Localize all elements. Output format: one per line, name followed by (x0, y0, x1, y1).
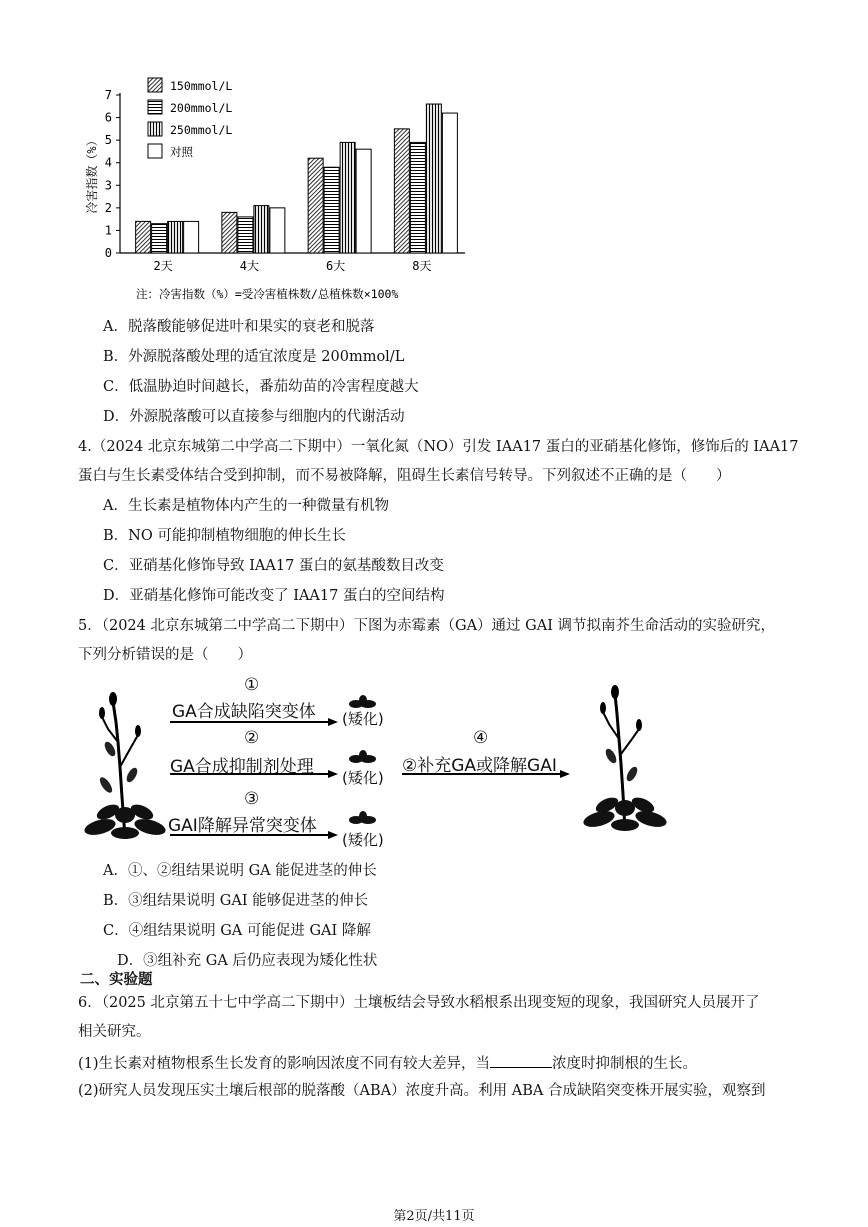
bar-3-4 (426, 104, 441, 253)
y-axis-label: 冷害指数（%） (85, 134, 99, 214)
y-tick-label: 3 (104, 178, 112, 193)
legend-swatch-1 (148, 78, 162, 92)
y-tick-label: 5 (104, 133, 112, 148)
dwarf-plant-2-image (348, 749, 378, 767)
legend-swatch-2 (148, 100, 162, 114)
q3-option-c: C．低温胁迫时间越长，番茄幼苗的冷害程度越大 (103, 379, 419, 395)
group2-label: GA合成抑制剂处理 (170, 757, 314, 777)
legend-swatch-4 (148, 144, 162, 158)
group3-result: (矮化) (342, 831, 384, 849)
q6-sub1-pre: (1)生长素对植物根系生长发育的影响因浓度不同有较大差异，当 (78, 1056, 491, 1072)
group3-label: GAI降解异常突变体 (168, 816, 317, 836)
q4-option-c: C．亚硝基化修饰导致 IAA17 蛋白的氨基酸数目改变 (103, 558, 444, 574)
legend-label-3: 250mmol/L (170, 123, 233, 137)
y-tick-label: 6 (104, 110, 112, 125)
bar-2-3 (324, 167, 339, 253)
bar-4-3 (356, 149, 371, 253)
group2-arrow-icon (170, 769, 340, 779)
x-tick-label: 8天 (412, 259, 432, 273)
q5-option-a: A．①、②组结果说明 GA 能促进茎的伸长 (103, 863, 377, 879)
group4-label: ②补充GA或降解GAI (402, 756, 557, 776)
bar-4-2 (270, 208, 285, 253)
group4-arrow-icon (402, 769, 572, 779)
q4-stem-line1: 4.（2024 北京东城第二中学高二下期中）一氧化氮（NO）引发 IAA17 蛋白的亚硝基化修饰，修饰后的 IAA17 (78, 439, 799, 455)
y-tick-label: 4 (104, 155, 112, 170)
bar-3-3 (340, 142, 355, 253)
q3-option-a: A．脱落酸能够促进叶和果实的衰老和脱落 (103, 319, 375, 335)
bar-1-1 (136, 221, 151, 253)
q3-option-b: B．外源脱落酸处理的适宜浓度是 200mmol/L (103, 349, 405, 365)
group1-label: GA合成缺陷突变体 (172, 702, 316, 722)
group2-result: (矮化) (342, 769, 384, 787)
y-tick-label: 0 (104, 246, 112, 260)
bar-1-3 (308, 158, 323, 253)
q5-option-c: C．④组结果说明 GA 可能促进 GAI 降解 (103, 923, 371, 939)
q3-option-d: D．外源脱落酸可以直接参与细胞内的代谢活动 (103, 409, 405, 425)
q6-stem-line1: 6．（2025 北京第五十七中学高二下期中）土壤板结会导致水稻根系出现变短的现象，我国研究人员展开了 (78, 995, 760, 1011)
bar-2-2 (238, 217, 253, 253)
page-footer: 第2页/共11页 (393, 1209, 475, 1224)
bar-1-2 (222, 212, 237, 253)
q6-stem-line2: 相关研究。 (78, 1024, 151, 1040)
legend-label-2: 200mmol/L (170, 101, 233, 115)
legend-label-1: 150mmol/L (170, 79, 233, 93)
dwarf-plant-3-image (348, 810, 378, 828)
bar-1-4 (394, 129, 409, 253)
legend-swatch-3 (148, 122, 162, 136)
bar-2-4 (410, 142, 425, 253)
q4-stem-line2: 蛋白与生长素受体结合受到抑制，而不易被降解，阻碍生长素信号转导。下列叙述不正确的是（ ） (78, 468, 731, 484)
bar-3-1 (168, 221, 183, 253)
bar-4-4 (442, 113, 457, 253)
chart-note: 注：冷害指数（%）=受冷害植株数/总植株数×100% (136, 287, 399, 301)
q6-sub2: (2)研究人员发现压实土壤后根部的脱落酸（ABA）浓度升高。利用 ABA 合成缺陷突变株开展实验，观察到 (78, 1083, 766, 1099)
x-tick-label: 4大 (239, 259, 259, 273)
x-tick-label: 6大 (326, 259, 346, 273)
q6-sub1 (78, 1052, 697, 1074)
q4-option-b: B．NO 可能抑制植物细胞的伸长生长 (103, 528, 346, 544)
tall-plant-restored-image (577, 684, 672, 834)
q5-option-d: D．③组补充 GA 后仍应表现为矮化性状 (117, 953, 378, 969)
q6-sub1-blank[interactable] (490, 1052, 552, 1068)
bar-3-2 (254, 206, 269, 253)
legend-label-4: 对照 (170, 145, 193, 159)
section-heading: 二、实验题 (80, 971, 153, 988)
bar-2-1 (152, 224, 167, 253)
q5-option-b: B．③组结果说明 GAI 能够促进茎的伸长 (103, 893, 369, 909)
y-tick-label: 2 (104, 200, 112, 215)
y-tick-label: 1 (104, 223, 112, 238)
x-tick-label: 2天 (153, 259, 173, 273)
group1-arrow-icon (170, 717, 340, 727)
group4-number: ④ (473, 728, 489, 748)
cold-damage-bar-chart (80, 70, 480, 305)
group1-result: (矮化) (342, 710, 384, 728)
group2-number: ② (244, 728, 260, 748)
q5-stem-line1: 5．（2024 北京东城第二中学高二下期中）下图为赤霉素（GA）通过 GAI 调节拟南芥生命活动的实验研究， (78, 618, 776, 634)
y-tick-label: 7 (104, 88, 112, 102)
q4-option-d: D．亚硝基化修饰可能改变了 IAA17 蛋白的空间结构 (103, 588, 445, 604)
group3-arrow-icon (170, 830, 340, 840)
ga-gai-diagram (80, 672, 680, 852)
q6-sub1-post: 浓度时抑制根的生长。 (552, 1056, 698, 1072)
tall-plant-image (80, 687, 175, 842)
bar-4-1 (184, 221, 199, 253)
q4-option-a: A．生长素是植物体内产生的一种微量有机物 (103, 498, 389, 514)
group3-number: ③ (244, 789, 260, 809)
q5-stem-line2: 下列分析错误的是（ ） (78, 647, 252, 663)
group1-number: ① (244, 675, 260, 695)
